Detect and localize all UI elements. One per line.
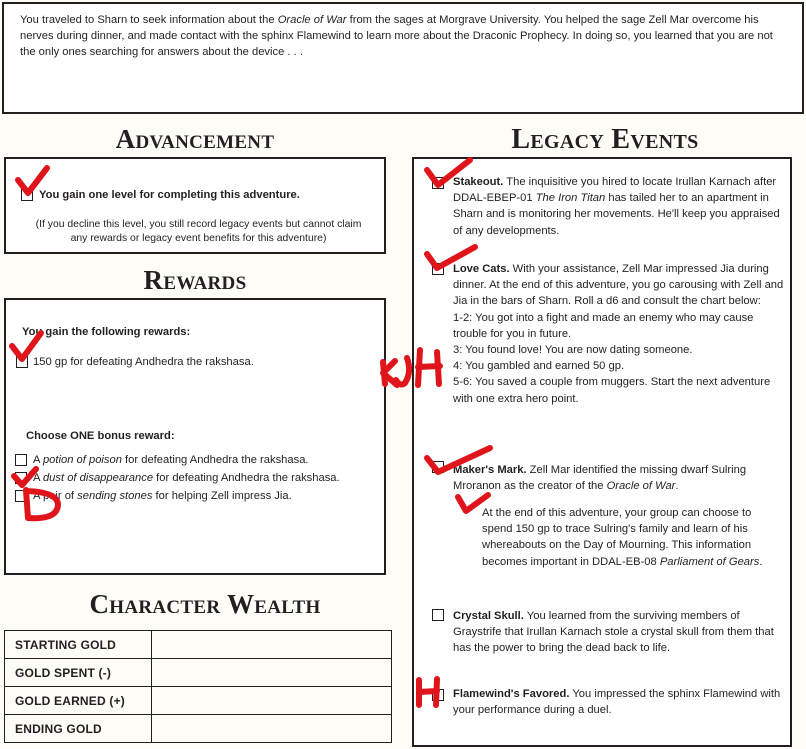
- legacy-flamewind: Flamewind's Favored. You impressed the sphinx Flamewind with your performance during a duel.: [453, 688, 781, 717]
- legacy-box: [412, 157, 792, 747]
- bonus-checkbox-2[interactable]: [15, 472, 27, 484]
- bonus-checkbox-3[interactable]: [15, 490, 27, 502]
- rewards-heading: Rewards: [143, 265, 247, 295]
- reward-gold: 150 gp for defeating Andhedra the rakshasa.: [33, 356, 254, 368]
- wealth-heading: Character Wealth: [89, 589, 321, 619]
- bonus-reward-3: A pair of sending stones for helping Zell impress Jia.: [33, 490, 292, 502]
- advancement-heading: Advancement: [115, 124, 275, 154]
- legacy-crystal: Crystal Skull. You learned from the surviving members of Graystrife that Irullan Karnach stole a crystal skull from them that has the power to bring the dead back to life.: [453, 610, 774, 655]
- wealth-label: GOLD SPENT (-): [5, 659, 152, 687]
- roll-result: 3: You found love! You are now dating someone.: [453, 344, 693, 357]
- wealth-value-field[interactable]: [152, 631, 392, 659]
- wealth-row: [5, 687, 392, 715]
- intro-box: [2, 2, 804, 114]
- wealth-row: [5, 659, 392, 687]
- rewards-intro: You gain the following rewards:: [22, 326, 191, 338]
- bonus-reward-2: A dust of disappearance for defeating Andhedra the rakshasa.: [33, 472, 340, 484]
- legacy-makers-sub: At the end of this adventure, your group can choose to spend 150 gp to trace Sulring's family and learn of his whereabouts on the Day of Mourning. This information becomes important in DDAL-EB-08 Parliament of Gears.: [482, 507, 763, 568]
- legacy-checkbox-flamewind[interactable]: [432, 689, 444, 701]
- advancement-note: (If you decline this level, you still record legacy events but cannot claim any rewards or legacy event benefits for this adventure): [35, 219, 362, 244]
- legacy-heading: Legacy Events: [511, 124, 699, 155]
- wealth-label: GOLD EARNED (+): [5, 687, 152, 715]
- wealth-row: [5, 715, 392, 743]
- legacy-checkbox-stakeout[interactable]: [432, 177, 444, 189]
- legacy-makers: Maker's Mark. Zell Mar identified the missing dwarf Sulring Mroranon as the creator of the Oracle of War.: [453, 464, 747, 493]
- roll-result: 4: You gambled and earned 50 gp.: [453, 360, 625, 373]
- advancement-option: You gain one level for completing this adventure.: [39, 189, 300, 201]
- rewards-box: [4, 298, 386, 575]
- wealth-value-field[interactable]: [152, 715, 392, 743]
- advancement-box: [4, 157, 386, 254]
- roll-result: 5-6: You saved a couple from muggers. Start the next adventure with one extra hero point.: [453, 376, 771, 405]
- legacy-checkbox-lovecats[interactable]: [432, 263, 444, 275]
- wealth-value-field[interactable]: [152, 687, 392, 715]
- wealth-value-field[interactable]: [152, 659, 392, 687]
- legacy-checkbox-crystal[interactable]: [432, 609, 444, 621]
- wealth-row: [5, 631, 392, 659]
- wealth-label: STARTING GOLD: [5, 631, 152, 659]
- bonus-checkbox-1[interactable]: [15, 454, 27, 466]
- roll-result: 1-2: You got into a fight and made an enemy who may cause trouble for you in future.: [453, 311, 754, 340]
- legacy-stakeout: Stakeout. The inquisitive you hired to locate Irullan Karnach after DDAL-EBEP-01 The Iron Titan has tailed her to an apartment in Sharn and is monitoring her movements. He'll keep you appraised of any developments.: [453, 176, 780, 237]
- wealth-label: ENDING GOLD: [5, 715, 152, 743]
- reward-checkbox-gold[interactable]: [16, 356, 28, 368]
- wealth-table: [4, 630, 392, 743]
- advancement-checkbox[interactable]: [21, 189, 33, 201]
- legacy-checkbox-makers[interactable]: [432, 461, 444, 473]
- bonus-title: Choose ONE bonus reward:: [26, 430, 175, 442]
- legacy-lovecats: Love Cats. With your assistance, Zell Mar impressed Jia during dinner. At the end of this adventure, you go carousing with Zell and Jia in the bars of Sharn. Roll a d6 and consult the chart below: 1-2: You got into a fight and made an enemy who may cause trouble for you in future. 3: You found love! You are now dating someone. 4: You gambled and earned 50 gp. 5-6: You saved a couple from muggers. Start the next adventure with one extra hero point.: [453, 261, 789, 407]
- bonus-reward-1: A potion of poison for defeating Andhedra the rakshasa.: [33, 454, 309, 466]
- intro-text: You traveled to Sharn to seek information about the Oracle of War from the sages at Morgrave University. You helped the sage Zell Mar overcome his nerves during dinner, and made contact with the sphinx Flamewind to learn more about the Draconic Prophecy. In doing so, you learned that you are not the only ones searching for answers about the device . . .: [20, 14, 773, 59]
